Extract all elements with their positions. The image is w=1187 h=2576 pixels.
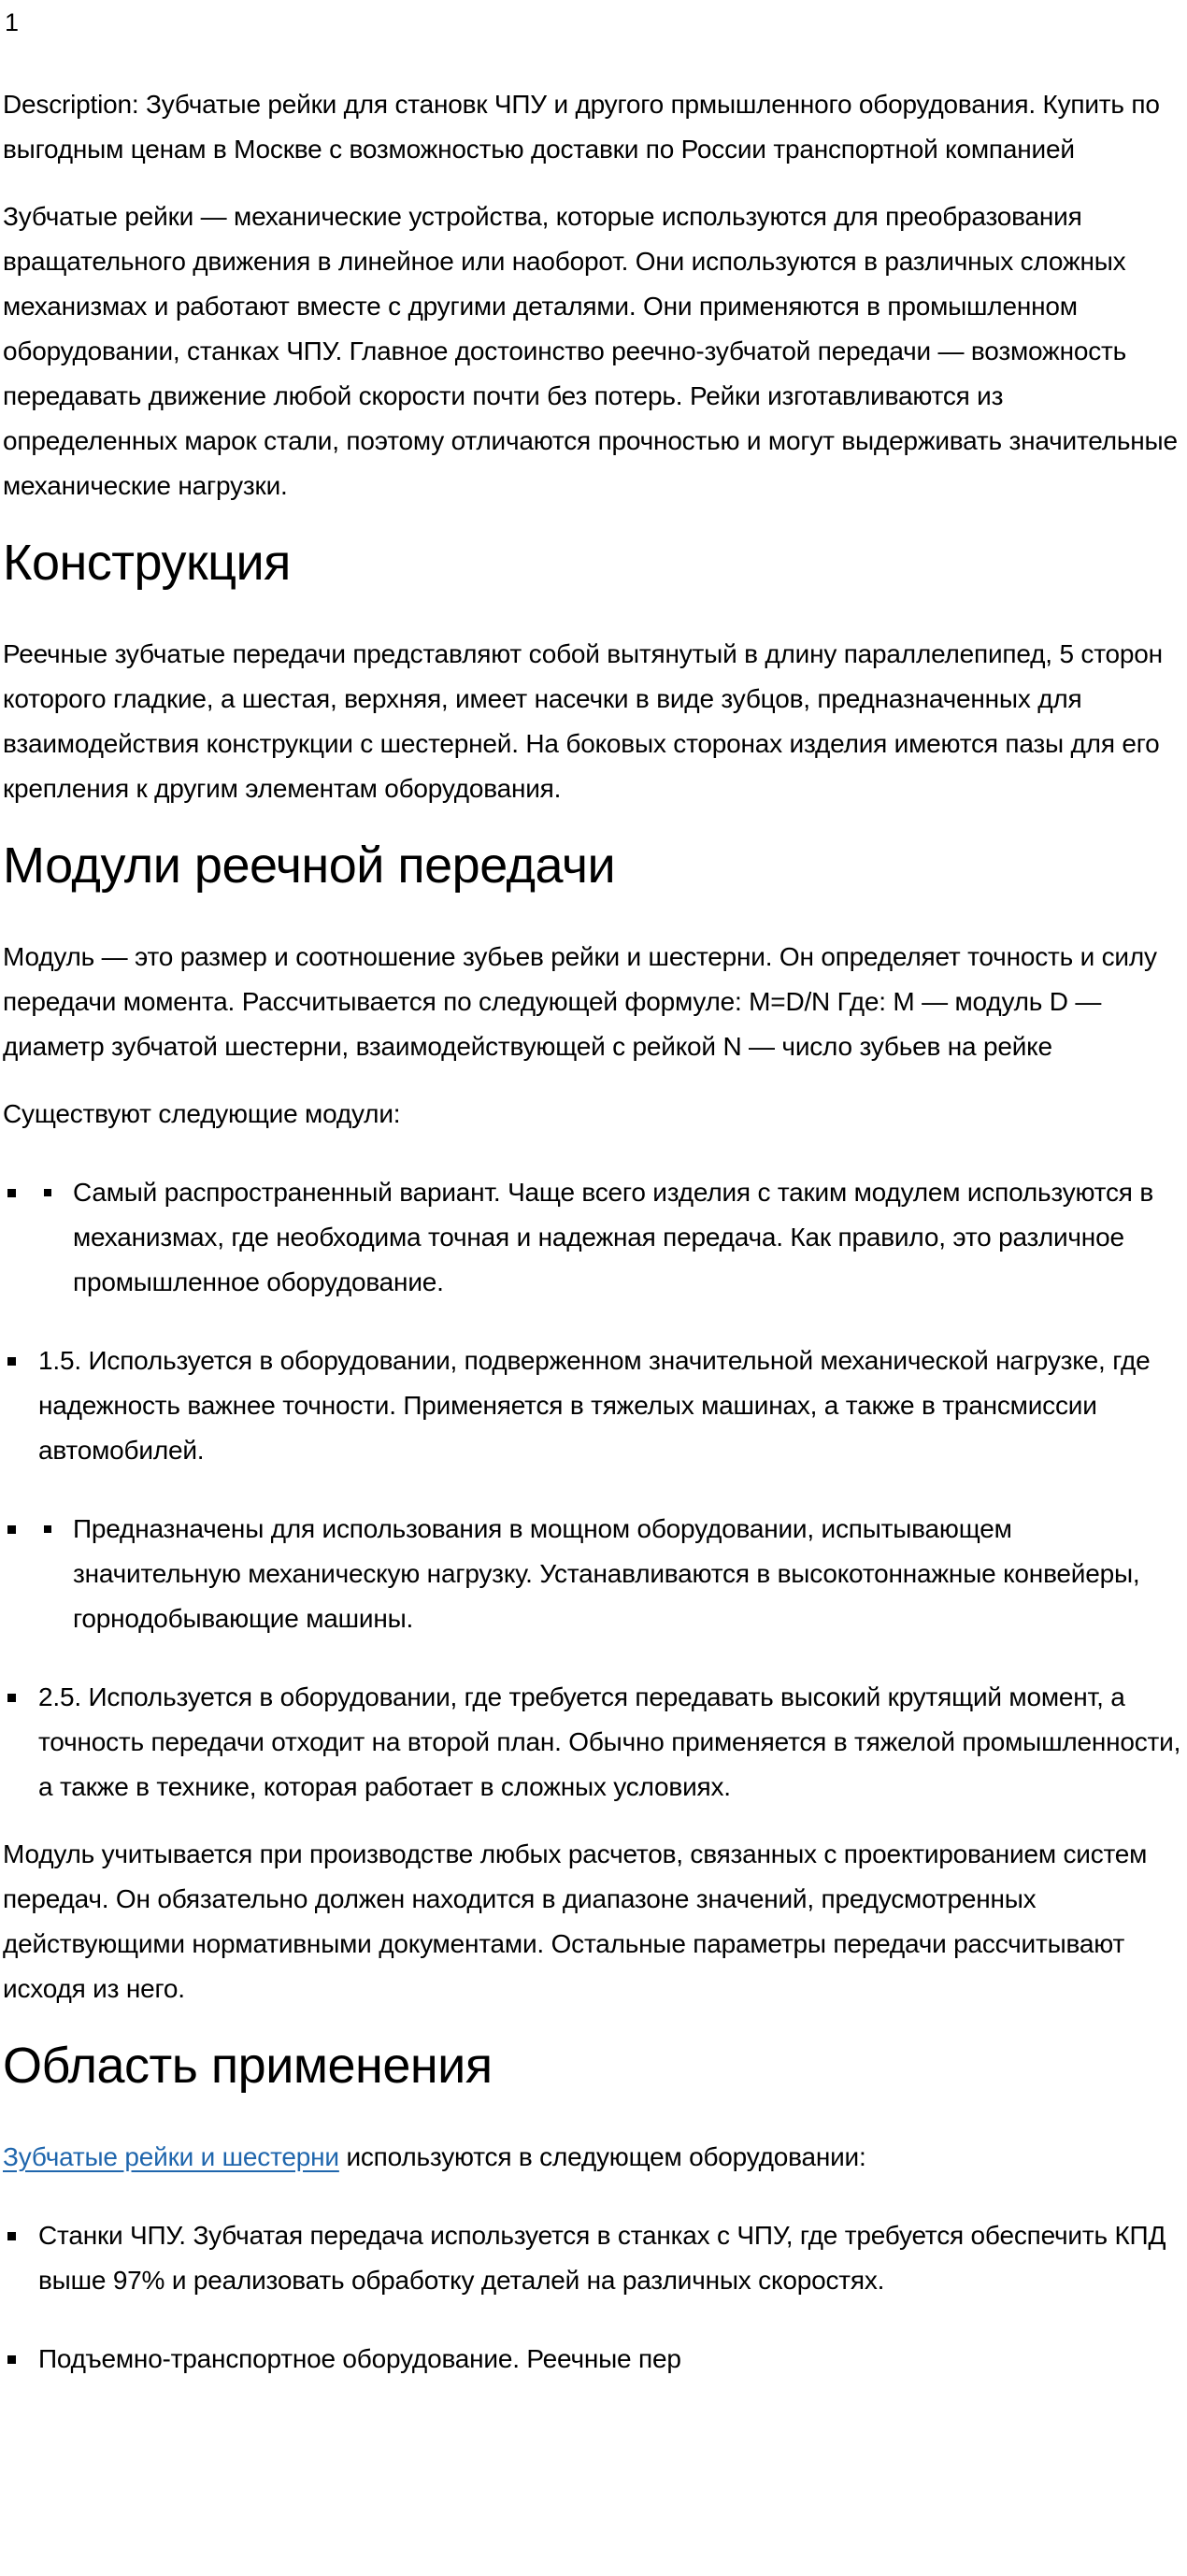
list-item-module-2-5: 2.5. Используется в оборудовании, где требуется передавать высокий крутящий момент, а точность передачи отходит на второй план. Обычно применяется в тяжелой промышленности, а также в технике, которая работает в сложных условиях. bbox=[3, 1675, 1183, 1810]
application-intro-paragraph bbox=[3, 2135, 1183, 2180]
section-heading-modules: Модули реечной передачи bbox=[3, 837, 616, 894]
gear-racks-link[interactable]: Зубчатые рейки и шестерни bbox=[3, 2142, 339, 2171]
list-item-module-1-5: 1.5. Используется в оборудовании, подверженном значительной механической нагрузке, где надежность важнее точности. Применяется в тяжелых машинах, а также в трансмиссии автомобилей. bbox=[3, 1338, 1183, 1473]
intro-paragraph: Зубчатые рейки — механические устройства, которые используются для преобразования вращательного движения в линейное или наоборот. Они используются в различных сложных механизмах и работают вместе с другими деталями. Они применяются в промышленном оборудовании, станках ЧПУ. Главное достоинство реечно-зубчатой передачи — возможность передавать движение любой скорости почти без потерь. Рейки изготавливаются из определенных марок стали, поэтому отличаются прочностью и могут выдерживать значительные механические нагрузки. bbox=[3, 202, 1178, 500]
sub-list-item: Предназначены для использования в мощном оборудовании, испытывающем значительную механическую нагрузку. Устанавливаются в высокотоннажные конвейеры, горнодобывающие машины. bbox=[38, 1507, 1183, 1641]
modules-paragraph: Модуль — это размер и соотношение зубьев рейки и шестерни. Он определяет точность и силу передачи момента. Рассчитывается по следующей формуле: M=D/N Где: M — модуль D — диаметр зубчатой шестерни, взаимодействующей с рейкой N — число зубьев на рейке bbox=[3, 942, 1157, 1061]
modules-closing-paragraph: Модуль учитывается при производстве любых расчетов, связанных с проектированием систем передач. Он обязательно должен находится в диапазоне значений, предусмотренных действующими нормативными документами. Остальные параметры передачи рассчитывают исходя из него. bbox=[3, 1839, 1148, 2003]
list-item-empty bbox=[3, 1170, 1183, 1305]
application-intro-text: используются в следующем оборудовании: bbox=[338, 2142, 866, 2171]
modules-sub-list bbox=[38, 1507, 1183, 1641]
application-list bbox=[3, 2213, 1183, 2382]
meta-description-paragraph: Description: Зубчатые рейки для становк ЧПУ и другого прмышленного оборудования. Купить по выгодным ценам в Москве с возможностью доставки по России транспортной компанией bbox=[3, 90, 1160, 164]
construction-paragraph: Реечные зубчатые передачи представляют собой вытянутый в длину параллелепипед, 5 сторон которого гладкие, а шестая, верхняя, имеет насечки в виде зубцов, предназначенных для взаимодействия конструкции с шестерней. На боковых сторонах изделия имеются пазы для его крепления к другим элементам оборудования. bbox=[3, 639, 1163, 803]
modules-list-intro: Существуют следующие модули: bbox=[3, 1099, 401, 1128]
list-item-cnc: Станки ЧПУ. Зубчатая передача используется в станках с ЧПУ, где требуется обеспечить КПД выше 97% и реализовать обработку деталей на различных скоростях. bbox=[3, 2213, 1183, 2303]
sub-list-item: Самый распространенный вариант. Чаще всего изделия с таким модулем используются в механизмах, где необходима точная и надежная передача. Как правило, это различное промышленное оборудование. bbox=[38, 1170, 1183, 1305]
list-item-empty bbox=[3, 1507, 1183, 1641]
list-item-lifting-equipment: Подъемно-транспортное оборудование. Реечные пер bbox=[3, 2337, 1183, 2382]
modules-sub-list bbox=[38, 1170, 1183, 1305]
section-heading-construction: Конструкция bbox=[3, 535, 291, 591]
modules-list bbox=[3, 1170, 1183, 1810]
page-number: 1 bbox=[5, 8, 20, 36]
section-heading-application: Область применения bbox=[3, 2038, 493, 2094]
